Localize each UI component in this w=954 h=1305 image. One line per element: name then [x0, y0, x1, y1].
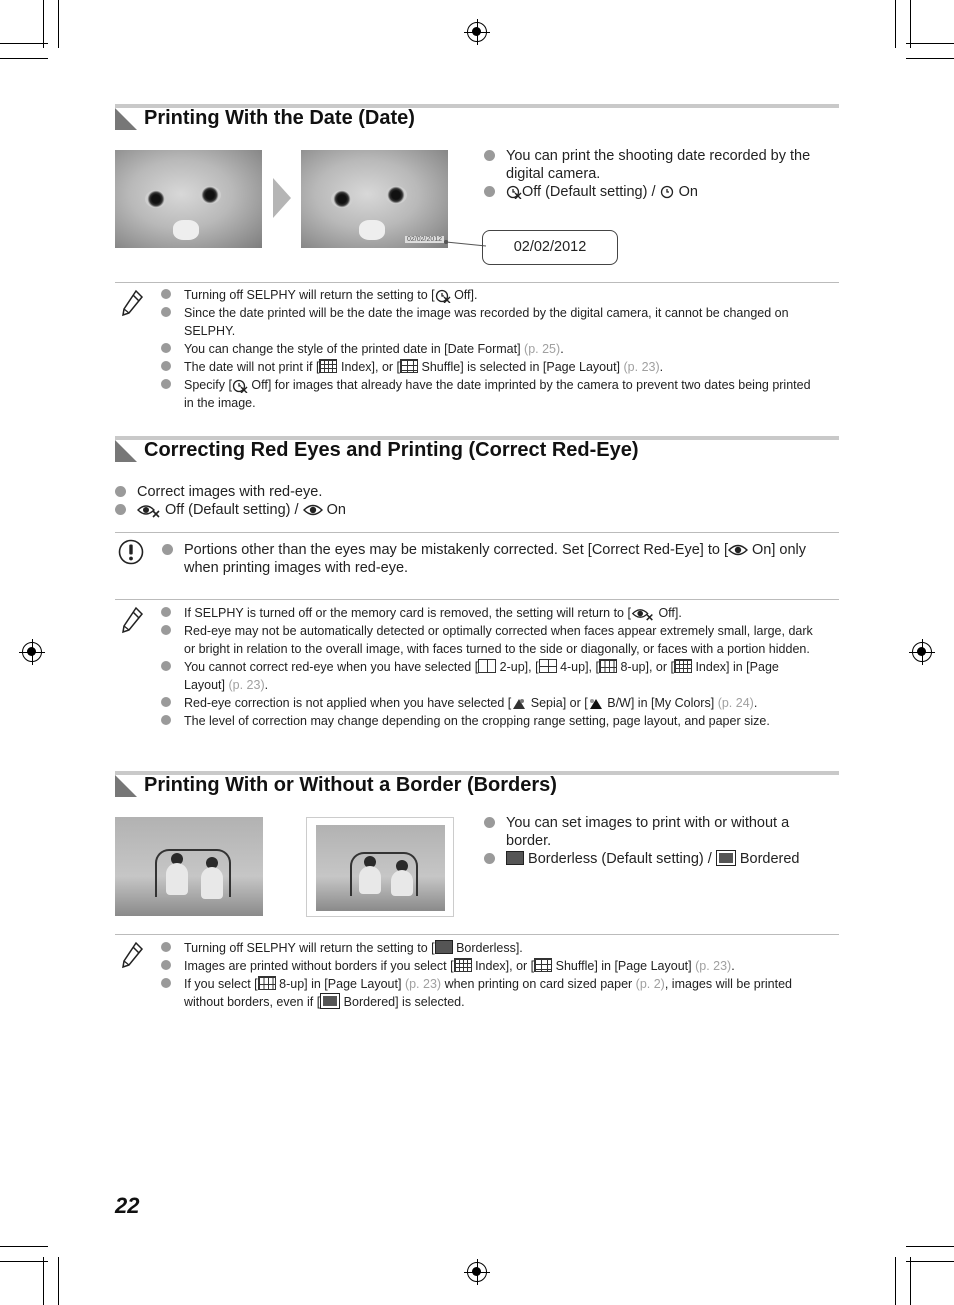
bullet-item [484, 850, 824, 868]
caution-item [162, 541, 812, 577]
date-callout: 02/02/2012 [482, 230, 618, 265]
page-ref-link[interactable]: (p. 23) [695, 959, 732, 973]
section-marker [115, 108, 137, 130]
eight-up-icon [599, 659, 617, 673]
note-item: Red-eye may not be automatically detected or optimally corrected when faces appear extremely small, large, dark or bright in relation to the overall image, with faces turned to the side or diagonally, or faces with a portion hidden. [162, 622, 822, 658]
bw-icon [588, 697, 604, 711]
date-on-icon [660, 185, 675, 199]
note-text: Specify [ [184, 378, 232, 392]
note-text: You can change the style of the printed date in [Date Format] [184, 342, 521, 356]
registration-mark [22, 642, 42, 662]
index-layout-icon [319, 359, 337, 373]
red-eye-caution [162, 541, 812, 577]
note-item: You can change the style of the printed date in [Date Format] (p. 25). [162, 340, 822, 358]
kids-photo-borderless [115, 817, 263, 916]
note-text: Shuffle] is selected in [Page Layout] [421, 360, 621, 374]
note-text: Off] for images that already have the date imprinted by the camera to prevent two dates being printed in the image. [184, 378, 811, 410]
note-item [162, 975, 822, 1011]
photo-child [201, 867, 223, 899]
date-off-icon [435, 289, 451, 303]
photo-eye [385, 186, 407, 204]
crop-mark [0, 1246, 48, 1247]
registration-mark [467, 22, 487, 42]
section-title-borders: Printing With or Without a Border (Borders) [144, 774, 557, 796]
bordered-label: Bordered [739, 851, 800, 867]
eight-up-icon [258, 976, 276, 990]
note-text: Index], or [ [340, 360, 401, 374]
crop-mark [895, 0, 896, 48]
note-item: Since the date printed will be the date the image was recorded by the digital camera, it cannot be changed on SELPHY. [162, 304, 822, 340]
date-off-label: Off (Default setting) / [522, 184, 660, 200]
page-ref-link[interactable]: (p. 23) [623, 360, 660, 374]
crop-mark [906, 1246, 954, 1247]
note-item: Red-eye correction is not applied when you have selected [ Sepia] or [ B/W] in [My Colors] (p. 24). [162, 694, 822, 712]
note-text: Off]. [658, 606, 682, 620]
note-item [162, 604, 822, 622]
page-ref-link[interactable]: (p. 23) [228, 678, 265, 692]
note-item [162, 286, 822, 304]
bullet-item: You can print the shooting date recorded by the digital camera. [484, 147, 829, 183]
note-item [162, 376, 822, 412]
redeye-off-icon [631, 607, 655, 621]
red-eye-bullets [115, 483, 815, 519]
page-ref-link[interactable]: (p. 23) [404, 977, 442, 991]
note-item: Images are printed without borders if you select [ Index], or [ Shuffle] in [Page Layout] (p. 23). [162, 957, 822, 975]
red-eye-notes [162, 604, 822, 730]
crop-mark [895, 1257, 896, 1305]
baby-photo-after [301, 150, 448, 248]
crop-mark [0, 58, 48, 59]
photo-child [359, 866, 381, 894]
section-title-red-eye: Correcting Red Eyes and Printing (Correct Red-Eye) [144, 439, 639, 461]
page-ref-link[interactable]: (p. 2) [635, 977, 665, 991]
note-text: You cannot correct red-eye when you have selected [ [184, 660, 479, 674]
note-text: , images will be printed without borders, even if [ [184, 977, 793, 1009]
registration-mark [467, 1262, 487, 1282]
note-item [162, 939, 822, 957]
bordered-icon [321, 994, 339, 1008]
date-bullets [484, 147, 829, 201]
crop-mark [906, 58, 954, 59]
exclamation-icon [118, 539, 144, 565]
page-ref-link[interactable]: (p. 25) [524, 342, 561, 356]
divider [115, 599, 839, 600]
photo-date-stamp: 02/02/2012 [407, 236, 443, 243]
date-notes [162, 286, 822, 412]
crop-mark [910, 1257, 911, 1305]
caution-text: Portions other than the eyes may be mistakenly corrected. Set [Correct Red-Eye] to [ [184, 542, 728, 558]
note-text: Sepia] or [ [530, 696, 588, 710]
baby-photo-before [115, 150, 262, 248]
borderless-icon [435, 940, 453, 954]
note-item: The level of correction may change depending on the cropping range setting, page layout, and paper size. [162, 712, 822, 730]
redeye-on-label: On [326, 502, 346, 518]
shuffle-layout-icon [534, 958, 552, 972]
note-text: Index] in [Page Layout] [184, 660, 779, 692]
crop-mark [906, 1261, 954, 1262]
note-text: Red-eye correction is not applied when you have selected [ [184, 696, 512, 710]
two-up-icon [478, 659, 496, 673]
note-text: Borderless]. [456, 941, 523, 955]
eye-icon [303, 503, 323, 517]
note-text: 4-up], [ [560, 660, 599, 674]
photo-child [166, 863, 188, 895]
index-layout-icon [454, 958, 472, 972]
index-layout-icon [674, 659, 692, 673]
note-text: Index], or [ [475, 959, 535, 973]
photo-mouth [359, 220, 385, 240]
caution-text: On] only when printing images with red-eye. [184, 542, 807, 576]
page-number: 22 [115, 1193, 140, 1218]
shuffle-layout-icon [400, 359, 418, 373]
note-text: Turning off SELPHY will return the setting to [ [184, 941, 435, 955]
kids-photo-bordered [316, 825, 445, 911]
crop-mark [0, 43, 48, 44]
crop-mark [58, 1257, 59, 1305]
photo-mouth [173, 220, 199, 240]
arrow-right-icon [273, 178, 291, 218]
border-bullets [484, 814, 824, 868]
registration-mark [912, 642, 932, 662]
borderless-icon [506, 851, 524, 865]
photo-eye [199, 186, 221, 204]
page-ref-link[interactable]: (p. 24) [717, 696, 754, 710]
border-notes [162, 939, 822, 1011]
note-text: Turning off SELPHY will return the setting to [ [184, 288, 435, 302]
pencil-icon [120, 606, 144, 634]
note-text: 8-up], or [ [620, 660, 674, 674]
divider [115, 934, 839, 935]
date-off-icon [232, 379, 248, 393]
note-text: 2-up], [ [499, 660, 539, 674]
crop-mark [0, 1261, 48, 1262]
bullet-item [484, 183, 829, 201]
note-text: If you select [ [184, 977, 258, 991]
note-text: If SELPHY is turned off or the memory card is removed, the setting will return to [ [184, 606, 631, 620]
note-text: 8-up] in [Page Layout] [279, 977, 402, 991]
photo-child [391, 870, 413, 896]
pencil-icon [120, 941, 144, 969]
note-text: Images are printed without borders if you select [ [184, 959, 454, 973]
divider [115, 532, 839, 533]
bullet-item: Correct images with red-eye. [115, 483, 815, 501]
crop-mark [43, 1257, 44, 1305]
note-text: B/W] in [My Colors] [607, 696, 715, 710]
divider [115, 282, 839, 283]
section-marker [115, 775, 137, 797]
pencil-icon [120, 289, 144, 317]
note-text: when printing on card sized paper [444, 977, 633, 991]
note-item: The date will not print if [ Index], or [ Shuffle] is selected in [Page Layout] (p. 23). [162, 358, 822, 376]
redeye-off-icon [137, 503, 161, 518]
section-title-date: Printing With the Date (Date) [144, 107, 415, 129]
note-text: Bordered] is selected. [343, 995, 465, 1009]
crop-mark [906, 43, 954, 44]
note-text: The date will not print if [ [184, 360, 320, 374]
borderless-label: Borderless (Default setting) / [528, 851, 716, 867]
note-text: Off]. [454, 288, 478, 302]
bullet-item: You can set images to print with or without a border. [484, 814, 824, 850]
crop-mark [910, 0, 911, 48]
crop-mark [58, 0, 59, 48]
redeye-off-label: Off (Default setting) / [165, 502, 303, 518]
crop-mark [43, 0, 44, 48]
note-item: You cannot correct red-eye when you have selected [ 2-up], [ 4-up], [ 8-up], or [ Index] in [Page Layout] (p. 23). [162, 658, 822, 694]
photo-eye [331, 190, 353, 208]
date-off-icon [506, 185, 522, 199]
photo-eye [145, 190, 167, 208]
date-on-label: On [678, 184, 698, 200]
bordered-photo-frame [306, 817, 454, 917]
note-text: Shuffle] in [Page Layout] [555, 959, 692, 973]
bordered-icon [717, 851, 735, 865]
sepia-icon [511, 697, 527, 711]
bullet-item [115, 501, 815, 519]
four-up-icon [539, 659, 557, 673]
eye-icon [728, 543, 748, 557]
section-marker [115, 440, 137, 462]
